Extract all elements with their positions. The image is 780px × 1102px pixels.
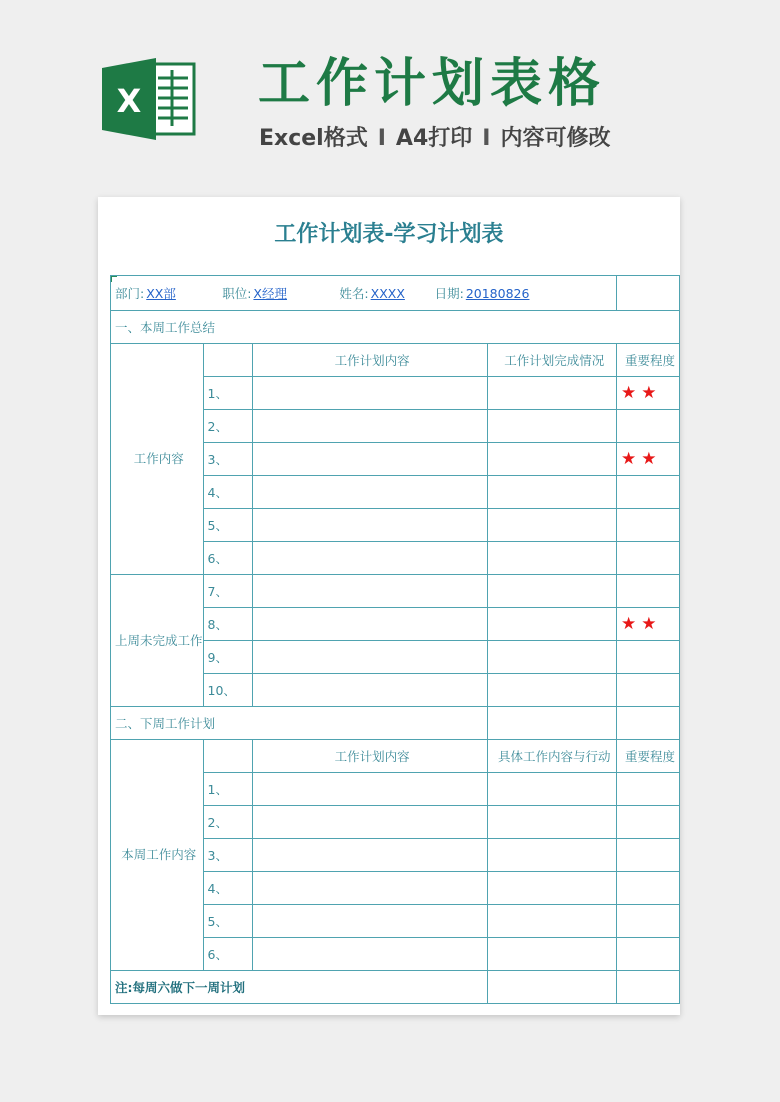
importance-stars[interactable] [617, 509, 680, 542]
document-title: 工作计划表-学习计划表 [274, 222, 504, 247]
content-cell[interactable] [252, 542, 487, 575]
subtitle-separator: I [482, 126, 491, 151]
section2-heading-blank [488, 707, 617, 740]
row-number: 8、 [203, 608, 252, 641]
row-number: 9、 [203, 641, 252, 674]
status-cell[interactable] [488, 542, 617, 575]
importance-cell[interactable] [617, 773, 680, 806]
row-number: 4、 [203, 476, 252, 509]
detail-cell[interactable] [488, 872, 617, 905]
row-number: 4、 [203, 872, 252, 905]
status-cell[interactable] [488, 641, 617, 674]
detail-cell[interactable] [488, 905, 617, 938]
importance-stars[interactable] [617, 674, 680, 707]
section2-heading-blank [617, 707, 680, 740]
importance-cell[interactable] [617, 938, 680, 971]
content-cell[interactable] [252, 575, 487, 608]
row-number: 6、 [203, 542, 252, 575]
status-cell[interactable] [488, 575, 617, 608]
section1-heading-row [111, 311, 680, 344]
content-cell[interactable] [252, 674, 487, 707]
content-cell[interactable] [252, 476, 487, 509]
banner-title: 工作计划表格 [258, 54, 607, 114]
col-header-detail: 具体工作内容与行动 [488, 740, 617, 773]
content-cell[interactable] [252, 641, 487, 674]
importance-cell[interactable] [617, 905, 680, 938]
status-cell[interactable] [488, 410, 617, 443]
status-cell[interactable] [488, 509, 617, 542]
status-cell[interactable] [488, 443, 617, 476]
note-blank-cell [488, 971, 617, 1004]
group-work-content-label: 工作内容 [111, 344, 204, 575]
importance-stars[interactable] [617, 410, 680, 443]
excel-logo-icon [100, 56, 198, 142]
date-label: 日期: [434, 286, 464, 301]
name-field[interactable]: XXXX [370, 286, 405, 301]
header-num-cell [203, 344, 252, 377]
document-page [98, 197, 680, 1015]
status-cell[interactable] [488, 377, 617, 410]
banner-subtitle [259, 124, 610, 154]
row-number: 5、 [203, 509, 252, 542]
importance-stars[interactable] [617, 575, 680, 608]
dept-field[interactable]: XX部 [146, 286, 176, 301]
status-cell[interactable] [488, 674, 617, 707]
plan-table [110, 275, 680, 1004]
row-number: 2、 [203, 410, 252, 443]
info-row [111, 276, 680, 311]
subtitle-print: A4打印 [395, 126, 473, 151]
importance-stars[interactable] [617, 641, 680, 674]
content-cell[interactable] [252, 905, 487, 938]
section1-heading: 一、本周工作总结 [111, 311, 680, 344]
content-cell[interactable] [252, 839, 487, 872]
importance-stars[interactable] [617, 476, 680, 509]
subtitle-separator: I [377, 126, 386, 151]
row-number: 6、 [203, 938, 252, 971]
section2-heading-row [111, 707, 680, 740]
name-label: 姓名: [339, 286, 369, 301]
detail-cell[interactable] [488, 839, 617, 872]
position-field[interactable]: X经理 [253, 286, 287, 301]
content-cell[interactable] [252, 872, 487, 905]
content-cell[interactable] [252, 443, 487, 476]
importance-cell[interactable] [617, 839, 680, 872]
row-number: 7、 [203, 575, 252, 608]
date-field[interactable]: 20180826 [465, 286, 530, 301]
row-number: 3、 [203, 443, 252, 476]
dept-label: 部门: [115, 286, 145, 301]
group-this-week-label: 本周工作内容 [111, 740, 204, 971]
row-number: 1、 [203, 773, 252, 806]
note-row [111, 971, 680, 1004]
position-label: 职位: [222, 286, 252, 301]
subtitle-format: Excel格式 [259, 126, 368, 151]
logo-letter: X [116, 82, 142, 120]
row-number: 3、 [203, 839, 252, 872]
info-cell [111, 276, 617, 311]
col-header-content: 工作计划内容 [252, 344, 487, 377]
importance-stars[interactable] [617, 542, 680, 575]
content-cell[interactable] [252, 938, 487, 971]
subtitle-editable: 内容可修改 [500, 126, 611, 151]
group-unfinished-label: 上周未完成工作 [111, 575, 204, 707]
content-cell[interactable] [252, 377, 487, 410]
status-cell[interactable] [488, 608, 617, 641]
row-number: 2、 [203, 806, 252, 839]
row-number: 5、 [203, 905, 252, 938]
content-cell[interactable] [252, 410, 487, 443]
importance-stars[interactable]: ★★ [617, 443, 680, 476]
row-number: 1、 [203, 377, 252, 410]
col-header-importance: 重要程度 [617, 344, 680, 377]
col-header-content: 工作计划内容 [252, 740, 487, 773]
content-cell[interactable] [252, 806, 487, 839]
importance-stars[interactable]: ★★ [617, 377, 680, 410]
content-cell[interactable] [252, 608, 487, 641]
status-cell[interactable] [488, 476, 617, 509]
note-blank-cell [617, 971, 680, 1004]
detail-cell[interactable] [488, 938, 617, 971]
content-cell[interactable] [252, 773, 487, 806]
section2-header-row [111, 740, 680, 773]
note-text: 注:每周六做下一周计划 [111, 971, 488, 1004]
importance-cell[interactable] [617, 872, 680, 905]
importance-stars[interactable]: ★★ [617, 608, 680, 641]
header-num-cell [203, 740, 252, 773]
col-header-importance: 重要程度 [617, 740, 680, 773]
table-row [111, 575, 680, 608]
row-number: 10、 [203, 674, 252, 707]
section1-header-row [111, 344, 680, 377]
detail-cell[interactable] [488, 773, 617, 806]
banner [0, 0, 780, 196]
col-header-status: 工作计划完成情况 [488, 344, 617, 377]
detail-cell[interactable] [488, 806, 617, 839]
info-blank-cell [617, 276, 680, 311]
importance-cell[interactable] [617, 806, 680, 839]
content-cell[interactable] [252, 509, 487, 542]
section2-heading: 二、下周工作计划 [111, 707, 488, 740]
